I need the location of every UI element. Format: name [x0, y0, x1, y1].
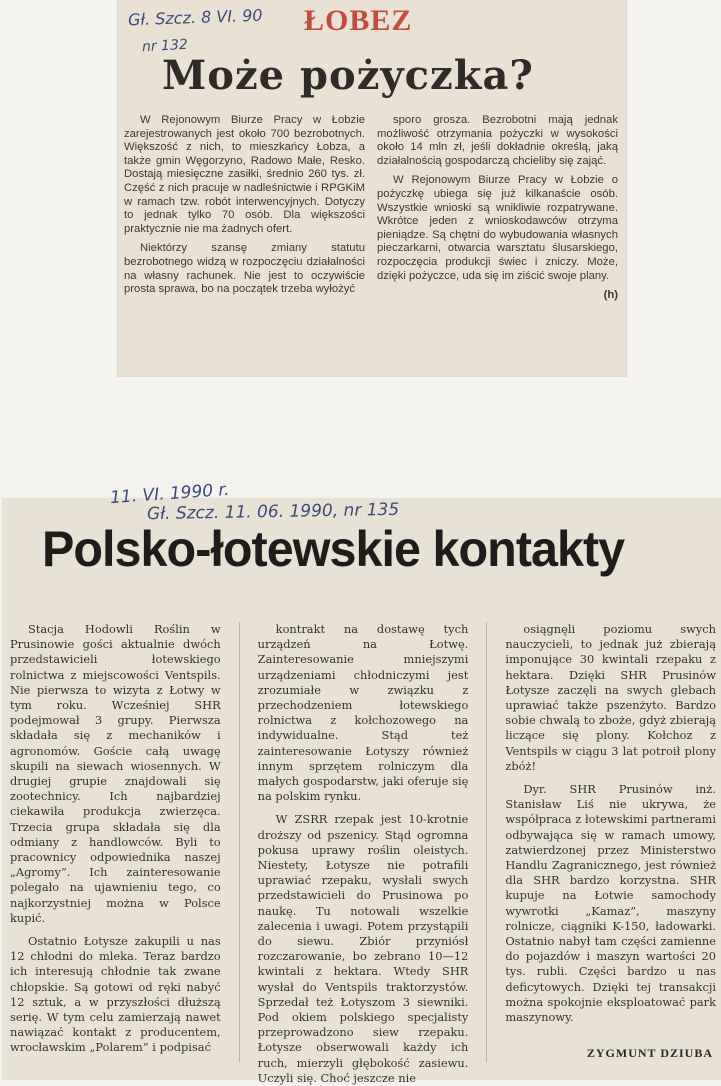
handwritten-source-note: Gł. Szcz. 11. 06. 1990, nr 135: [146, 499, 400, 525]
paragraph: Niektórzy szansę zmiany statutu bezrobotnego widzą w rozpoczęciu działalności na własny rachunek. Nie jest to oczywiście prosta sprawa, bo na początek trzeba wyłożyć: [124, 242, 365, 296]
article-column-3: [505, 622, 716, 1062]
paragraph: W Rejonowym Biurze Pracy w Łobzie o pożyczkę ubiega się już kilkanaście osób. Wszystkie wnioski są wnikliwie rozpatrywane. Wkrótce jeden z wnioskodawców otrzyma pieniądze. Są chętni do wybudowania własnych pieczarkarni, otwarcia warsztatu ślusarskiego, rozpoczęcia produkcji świec i zniczy. Może, dzięki pożyczce, uda się im ziścić swoje plany.: [377, 174, 618, 282]
paragraph: Dyr. SHR Prusinów inż. Stanisław Liś nie ukrywa, że współpraca z łotewskimi partnerami odbywająca się w ramach umowy, zatwierdzonej przez Ministerstwo Handlu Zagranicznego, jest również dla SHR bardzo korzystna. SHR kupuje na Łotwie samochody wywrotki „Kamaz”, maszyny rolnicze, ciągniki K-150, ładowarki. Ostatnio nabył tam części zamienne do pojazdów i maszyn wartości 20 tys. rubli. Części bardzo u nas deficytowych. Dzięki tej transakcji można spokojnie eksploatować park maszynowy.: [505, 782, 717, 1025]
paragraph: Stacja Hodowli Roślin w Prusinowie gości aktualnie dwóch przedstawicieli łotewskiego rolnictwa z miejscowości Ventspils. Nie pierwsza to wizyta z Łotwy w tym roku. Wcześniej SHR podejmował 3 grupy. Pierwsza składała się z mechaników i agronomów. Goście całą uwagę skupili na siewach wiosennych. W drugiej grupie znajdowali się zootechnicy. Ich najbardziej ciekawiła produkcja zwierzęca. Trzecia grupa składała się dla odmiany z handlowców. Byli to pracownicy odpowiednika naszej „Agromy”. Ich zainteresowanie polegało na ujawnieniu tego, co najkorzystniej można w Polsce kupić.: [10, 622, 221, 925]
author-signature: ZYGMUNT DZIUBA: [586, 1046, 713, 1060]
clipping-lobez: [118, 0, 626, 376]
paragraph: W Rejonowym Biurze Pracy w Łobzie zarejestrowanych jest około 700 bezrobotnych. Większość z nich, to mieszkańcy Łobza, a także gmin Węgorzyno, Radowo Małe, Resko. Dostają miesięczne zasiłki, średnio 260 tys. zł. Część z nich pracuje w nadleśnictwie i RPGKiM w ramach tzw. robót interwencyjnych. Dotyczy to jednak tylko 70 osób. Dla większości praktycznie nie ma żadnych ofert.: [124, 114, 365, 235]
article-column-1: [10, 622, 221, 1062]
handwritten-source-note: Gł. Szcz. 8 VI. 90: [127, 5, 263, 30]
clipping-polish-latvian-contacts: [2, 479, 721, 1085]
paragraph: kontrakt na dostawę tych urządzeń na Łotwę. Zainteresowanie mniejszymi urządzeniami chłodniczymi jest zrozumiałe w związku z przechodzeniem łotewskiego rolnictwa z kołchozowego na indywidualne. Stąd też zainteresowanie Łotyszy również innym sprzętem rolniczym dla małych gospodarstw, jaki oferuje się na polskim rynku.: [257, 622, 469, 804]
paragraph: Ostatnio Łotysze zakupili u nas 12 chłodni do mleka. Teraz bardzo ich interesują chłodnie tak zwane chłopskie. Są gotowi od ręki nabyć 12 sztuk, a w przyszłości dłuższą serię. W tym celu zamierzają nawet nawiązać kontakt z producentem, wrocławskim „Polarem” i podpisać: [10, 934, 221, 1055]
article-title: Polsko-łotewskie kontakty: [42, 521, 625, 577]
paragraph: sporo grosza. Bezrobotni mają jednak możliwość otrzymania pożyczki w wysokości około 14 mln zł, jeśli dokładnie określą, jaką działalnością gospodarczą chcieliby się zająć.: [377, 114, 618, 167]
article-body: [10, 622, 717, 1085]
paragraph: osiągnęli poziomu swych nauczycieli, to jednak już zbierają imponujące 30 kwintali rzepaku z hektara. Dzięki SHR Prusinów Łotysze zaczęli na swych glebach uprawiać także pszenżyto. Bardzo sobie chwalą to zboże, gdyż zbierają liczące się plony. Kołchoz z Ventspils w ciągu 3 lat potroił plony zbóż!: [505, 622, 717, 773]
handwritten-date-note: 11. VI. 1990 r.: [109, 479, 230, 509]
paragraph: W ZSRR rzepak jest 10-krotnie droższy od pszenicy. Stąd ogromna pokusa uprawy roślin oleistych. Niestety, Łotysze nie potrafili uprawiać rzepaku, wysłali swych przedstawicieli do Prusinowa po naukę. Tu notowali wszelkie zalecenia i uwagi. Potem przystąpili do siewu. Zbiór przyniósł rozczarowanie, bo zebrano 10—12 kwintali z hektara. Wtedy SHR wysłał do Ventspils traktorzystów. Sprzedał też Łotyszom 3 siewniki. Pod okiem polskiego specjalisty przeprowadzono siew rzepaku. Łotysze obserwowali każdy ich ruch, mierzyli głębokość zasiewu. Uczyli się. Choć jeszcze nie: [257, 812, 469, 1085]
article-body: [124, 114, 618, 370]
column-divider: [239, 622, 240, 1062]
article-column-1: [124, 114, 365, 370]
column-divider: [486, 622, 487, 1062]
handwritten-issue-number: nr 132: [141, 36, 189, 56]
article-signature: (h): [603, 289, 618, 302]
article-column-2: [257, 622, 469, 1085]
article-column-2: [377, 114, 618, 370]
article-title: Może pożyczka?: [162, 52, 534, 99]
place-heading: ŁOBEZ: [304, 4, 413, 37]
